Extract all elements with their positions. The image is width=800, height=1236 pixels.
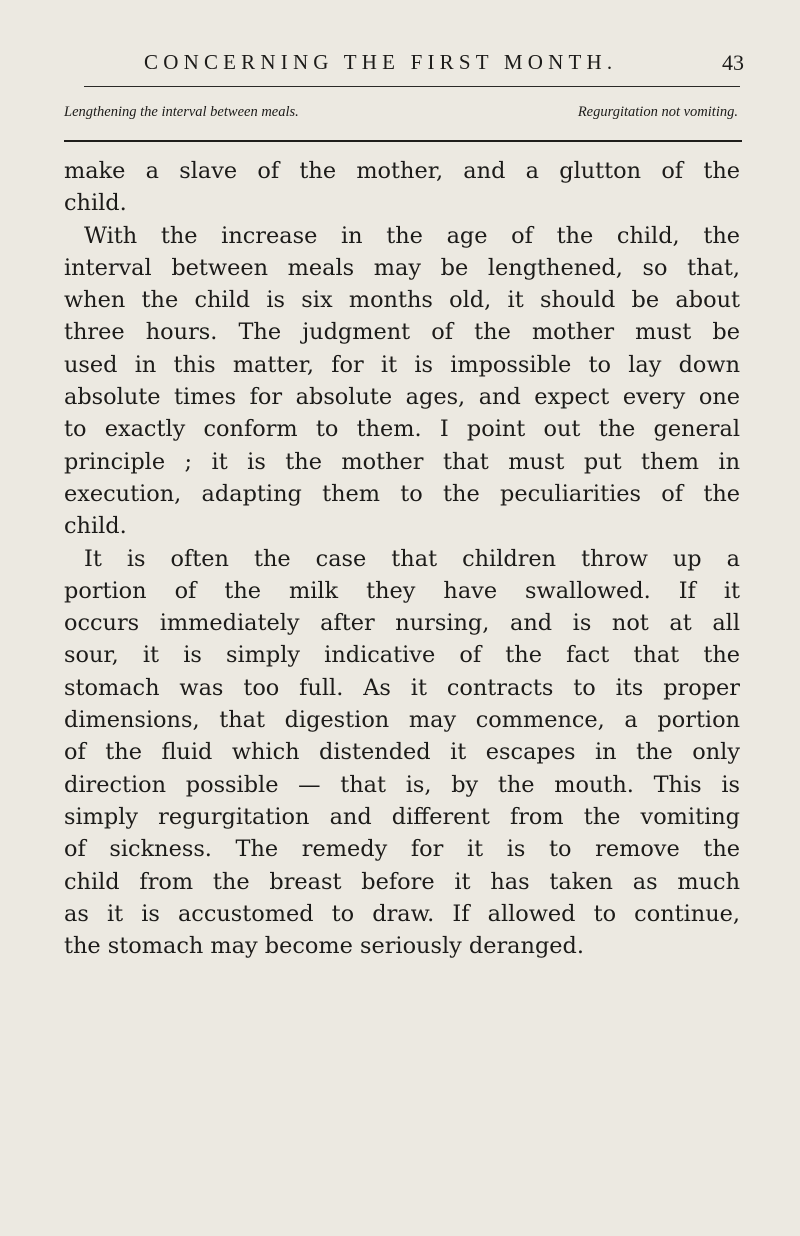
sidenote-lengthening-interval: Lengthening the interval between meals. <box>64 104 299 120</box>
text-line: interval between meals may be lengthened, so that, <box>64 254 740 281</box>
text-line: principle ; it is the mother that must put them in <box>64 448 740 475</box>
text-line: make a slave of the mother, and a glutton of the <box>64 158 740 184</box>
text-line: stomach was too full. As it contracts to its proper <box>64 674 740 701</box>
page-number: 43 <box>722 50 744 75</box>
text-line: It is often the case that children throw up a <box>84 545 740 572</box>
text-line: child from the breast before it has taken as much <box>64 868 740 895</box>
text-line: With the increase in the age of the child, the <box>84 222 740 249</box>
paragraph-interval <box>64 220 740 543</box>
text-line: of the fluid which distended it escapes in the only <box>64 739 740 766</box>
text-line: portion of the milk they have swallowed. If it <box>64 577 740 604</box>
text-line: direction possible — that is, by the mouth. This is <box>64 771 740 798</box>
text-line: as it is accustomed to draw. If allowed to continue, <box>64 900 740 927</box>
text-line: to exactly conform to them. I point out the general <box>64 416 740 443</box>
text-line: dimensions, that digestion may commence, a portion <box>64 707 740 734</box>
header-rule <box>84 86 740 87</box>
text-line: absolute times for absolute ages, and expect every one <box>64 384 740 411</box>
text-line: sour, it is simply indicative of the fact that the <box>64 642 740 669</box>
text-line: when the child is six months old, it should be about <box>64 287 740 314</box>
body-text <box>64 155 740 962</box>
text-line: used in this matter, for it is impossible to lay down <box>64 351 740 378</box>
text-line: three hours. The judgment of the mother must be <box>64 319 740 346</box>
text-line: simply regurgitation and different from the vomiting <box>64 803 740 830</box>
running-head <box>64 50 744 90</box>
text-line: child. <box>64 513 127 540</box>
paragraph-regurgitation <box>64 543 740 963</box>
text-line: occurs immediately after nursing, and is not at all <box>64 610 740 637</box>
text-line: execution, adapting them to the peculiarities of the <box>64 480 740 507</box>
text-line: child. <box>64 190 127 217</box>
sidenote-regurgitation: Regurgitation not vomiting. <box>577 104 738 120</box>
sidenote-rule <box>64 140 742 142</box>
side-notes <box>64 104 740 126</box>
text-line: of sickness. The remedy for it is to remove the <box>64 836 740 863</box>
paragraph-continued <box>64 155 740 220</box>
text-line: the stomach may become seriously deranged. <box>64 933 584 960</box>
running-title: CONCERNING THE FIRST MONTH. <box>144 50 618 74</box>
